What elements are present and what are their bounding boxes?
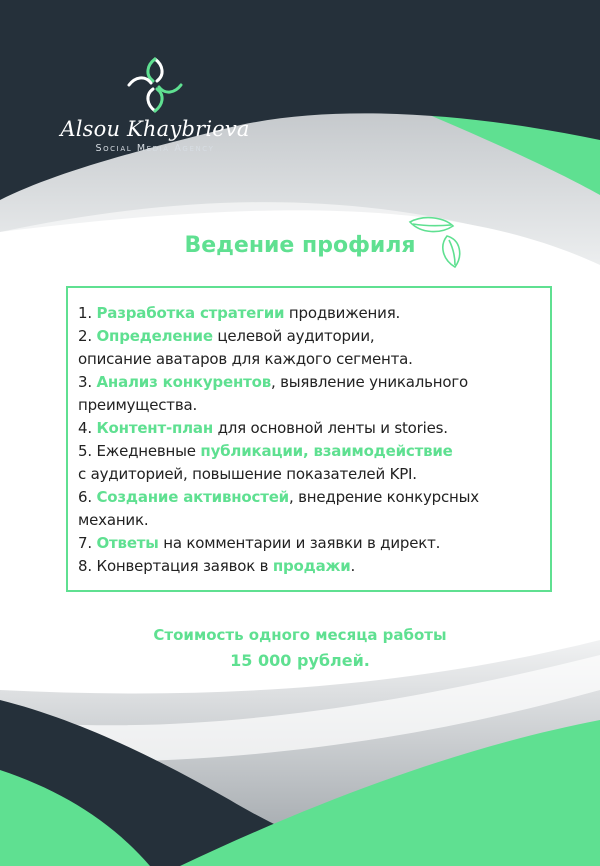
item-text: преимущества. xyxy=(78,396,198,414)
brand-name: Alsou Khaybrieva xyxy=(60,117,250,141)
list-item xyxy=(78,486,540,509)
item-highlight: публикации, взаимодействие xyxy=(200,442,453,460)
list-item xyxy=(78,532,540,555)
item-text: с аудиторией, повышение показателей KPI. xyxy=(78,465,417,483)
item-highlight: Ответы xyxy=(96,534,159,552)
list-item xyxy=(78,463,540,486)
item-text: на комментарии и заявки в директ. xyxy=(158,534,441,552)
item-text: , выявление уникального xyxy=(271,373,469,391)
brand-block xyxy=(40,55,270,154)
page-title: Ведение профиля xyxy=(184,233,416,258)
item-text: для основной ленты и stories. xyxy=(213,419,448,437)
item-number: 3. xyxy=(78,373,92,391)
list-item xyxy=(78,302,540,325)
diamond-leaves-logo-icon xyxy=(125,55,185,115)
item-number: 8. xyxy=(78,557,92,575)
item-highlight: Контент-план xyxy=(96,419,214,437)
item-text: . xyxy=(350,557,356,575)
list-item xyxy=(78,394,540,417)
item-highlight: Создание активностей xyxy=(96,488,289,506)
item-number: 2. xyxy=(78,327,92,345)
item-highlight: Анализ конкурентов xyxy=(96,373,272,391)
list-item xyxy=(78,417,540,440)
list-item xyxy=(78,325,540,348)
item-text: целевой аудитории, xyxy=(212,327,375,345)
services-box xyxy=(66,286,552,592)
item-number: 4. xyxy=(78,419,92,437)
item-number: 6. xyxy=(78,488,92,506)
list-item xyxy=(78,440,540,463)
services-list xyxy=(78,302,540,578)
item-text: продвижения. xyxy=(284,304,401,322)
item-text: механик. xyxy=(78,511,149,529)
item-highlight: Определение xyxy=(96,327,213,345)
item-highlight: продажи xyxy=(272,557,351,575)
list-item xyxy=(78,555,540,578)
list-item xyxy=(78,371,540,394)
leaf-icon xyxy=(405,212,465,270)
item-number: 1. xyxy=(78,304,92,322)
item-text: , внедрение конкурсных xyxy=(288,488,479,506)
item-highlight: Разработка стратегии xyxy=(96,304,285,322)
list-item xyxy=(78,348,540,371)
price-label: Стоимость одного месяца работы xyxy=(153,626,447,644)
item-text: описание аватаров для каждого сегмента. xyxy=(78,350,413,368)
price-value: 15 000 рублей. xyxy=(230,651,370,670)
item-text: Конвертация заявок в xyxy=(91,557,273,575)
item-text: Ежедневные xyxy=(91,442,201,460)
item-number: 7. xyxy=(78,534,92,552)
list-item xyxy=(78,509,540,532)
brand-tagline: Social Media Agency xyxy=(95,143,215,154)
item-number: 5. xyxy=(78,442,92,460)
